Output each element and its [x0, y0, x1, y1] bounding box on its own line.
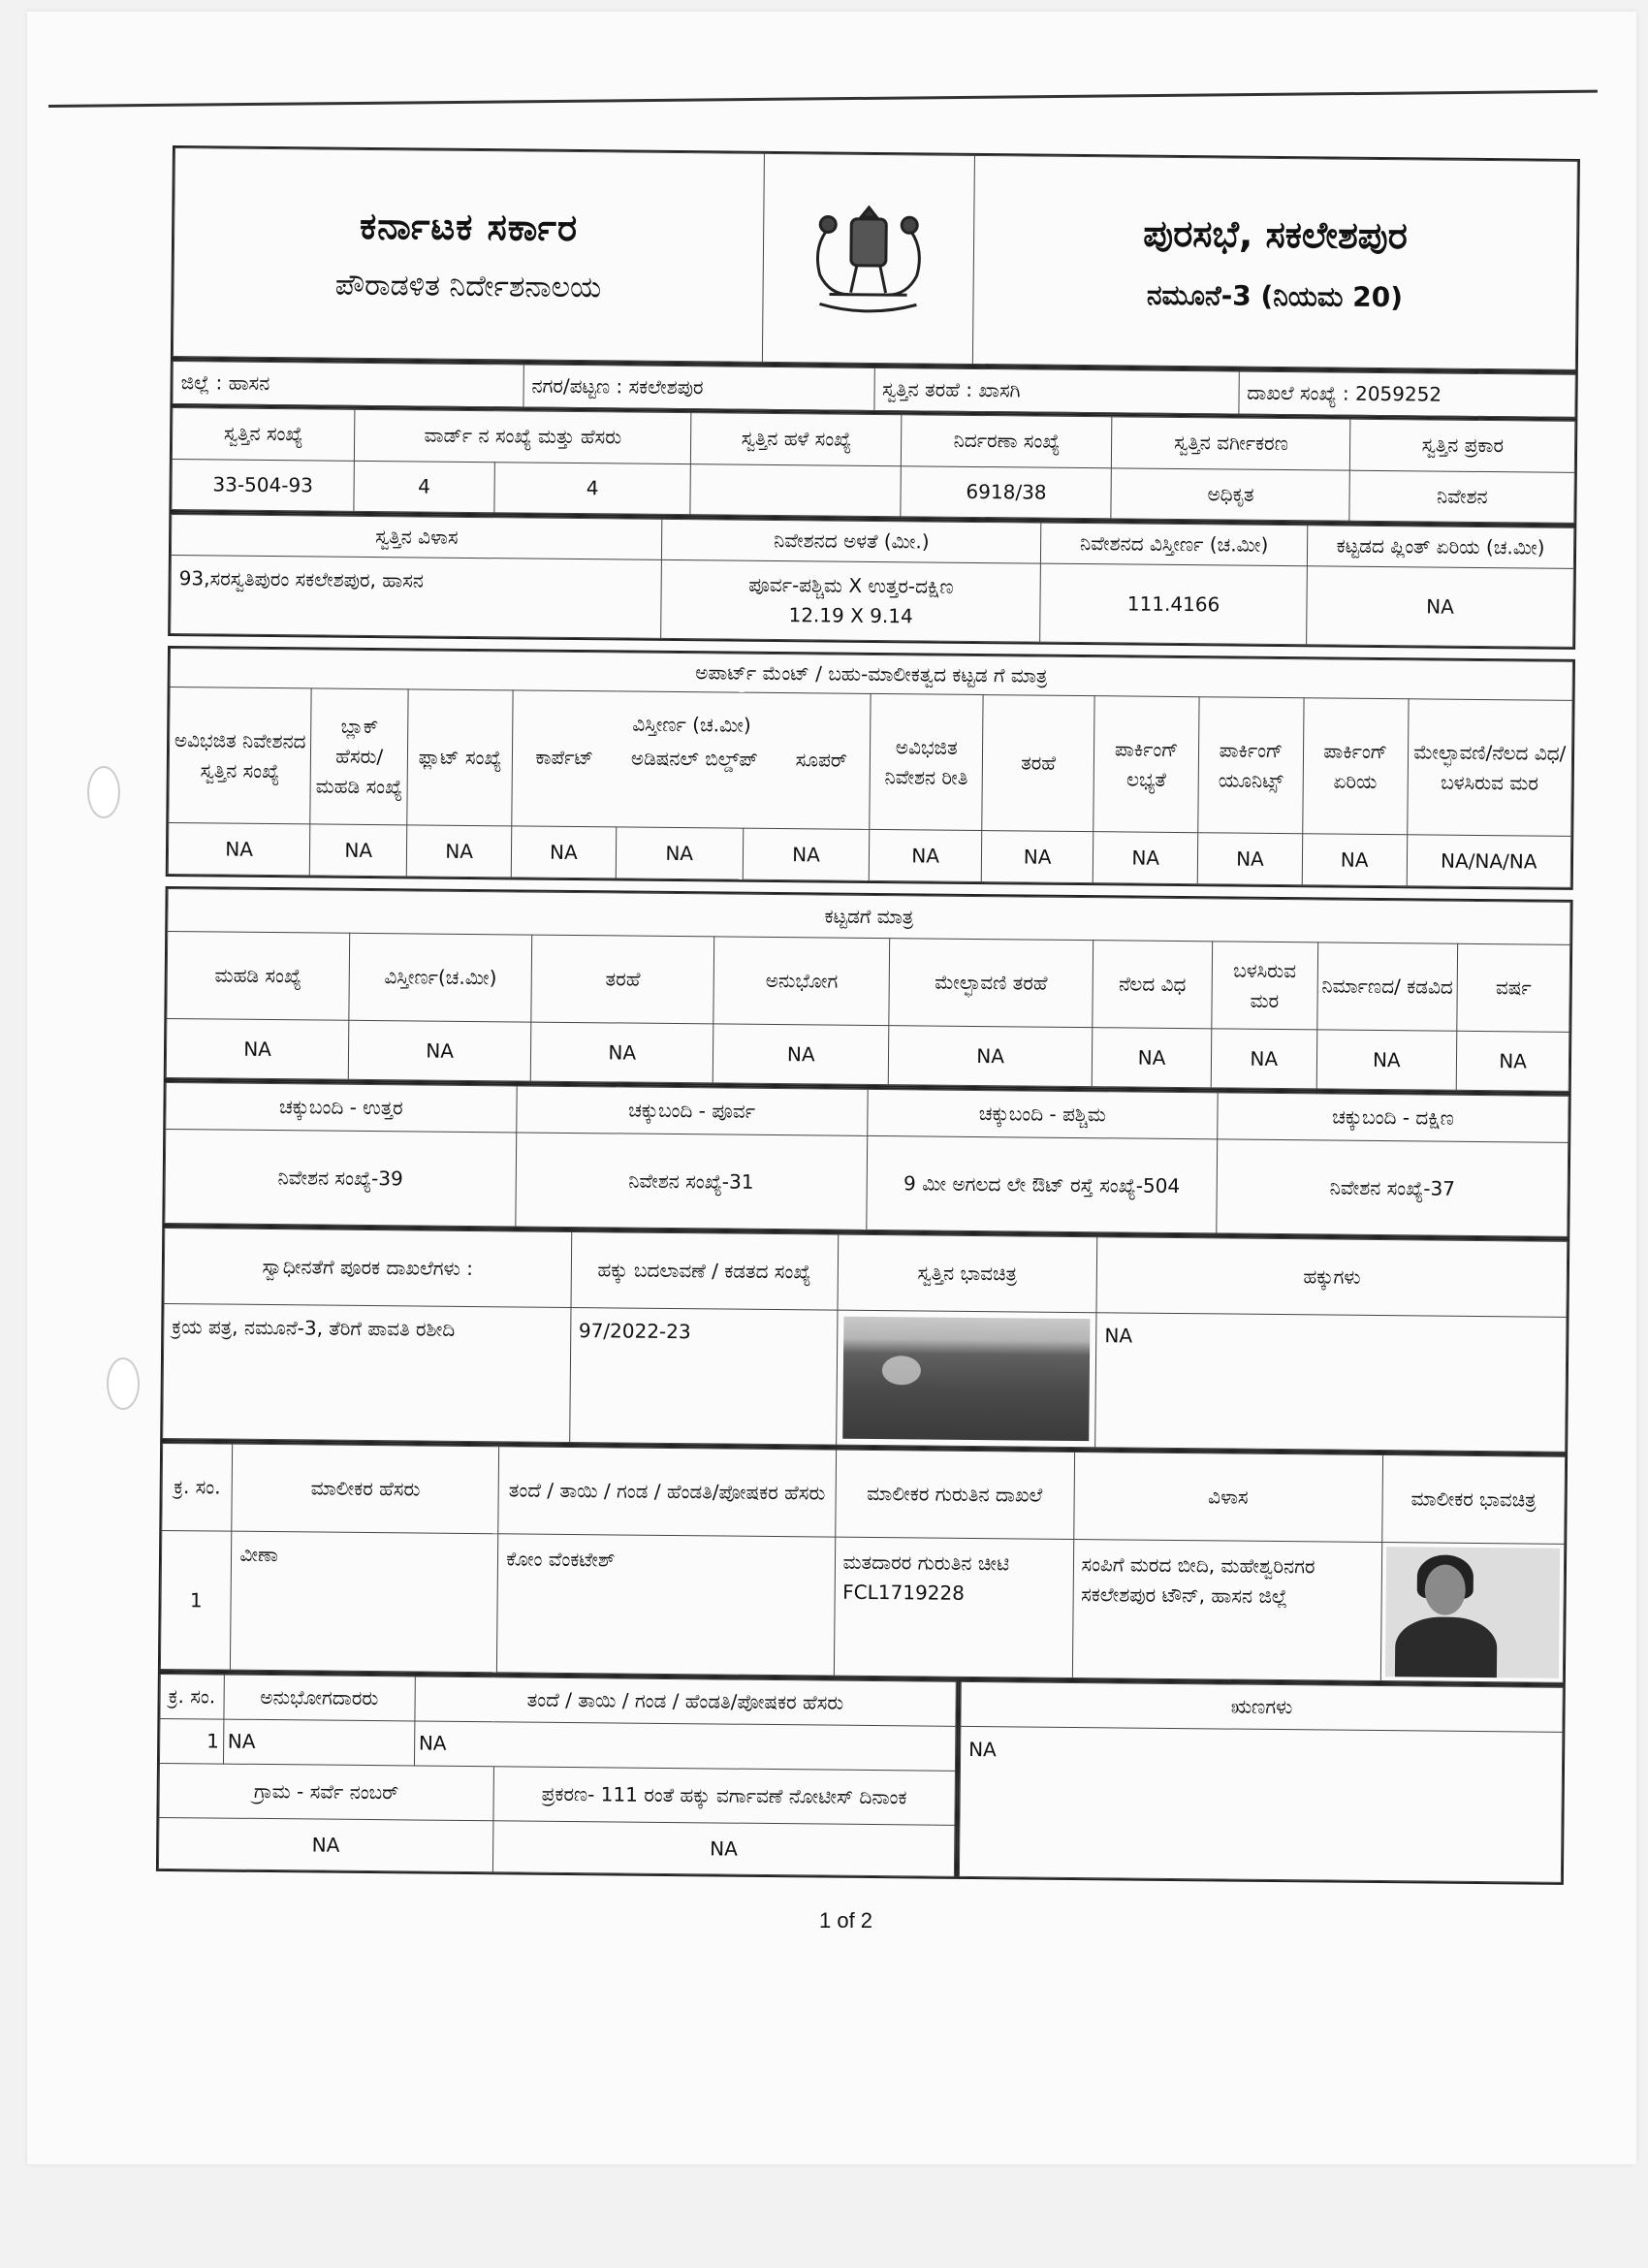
- occupant-sl: 1: [159, 1718, 223, 1764]
- apt-header-block: ಬ್ಲಾಕ್ ಹೆಸರು/ ಮಹಡಿ ಸಂಖ್ಯೆ: [310, 688, 408, 825]
- owner-header-name: ಮಾಲೀಕರ ಹೆಸರು: [232, 1444, 499, 1534]
- liabilities-value: NA: [959, 1726, 1562, 1882]
- boundary-east-header: ಚಕ್ಕುಬಂದಿ - ಪೂರ್ವ: [516, 1086, 867, 1135]
- boundary-north: ನಿವೇಶನ ಸಂಖ್ಯೆ-39: [165, 1129, 517, 1226]
- bldg-header: ಮಹಡಿ ಸಂಖ್ಯೆ: [167, 931, 350, 1020]
- bldg-value: NA: [166, 1018, 349, 1079]
- plinth-area: NA: [1307, 566, 1574, 648]
- area-header: ನಿವೇಶನದ ವಿಸ್ತೀರ್ಣ (ಚ.ಮೀ): [1041, 523, 1308, 566]
- record-number: ದಾಖಲೆ ಸಂಖ್ಯೆ : 2059252: [1239, 371, 1576, 417]
- ward-name: 4: [494, 462, 691, 514]
- rights-value: NA: [1095, 1313, 1567, 1453]
- apartment-title: ಅಪಾರ್ಟ್ ಮೆಂಟ್ / ಬಹು-ಮಾಲೀಕತ್ವದ ಕಟ್ಟಡ ಗೆ ಮಾತ್ರ: [170, 649, 1572, 701]
- apt-value: NA: [616, 827, 743, 879]
- property-photo: [836, 1310, 1096, 1448]
- address-header: ಸ್ವತ್ತಿನ ವಿಳಾಸ: [171, 515, 662, 560]
- owner-photo: [1380, 1543, 1565, 1683]
- district: ಜಿಲ್ಲೆ : ಹಾಸನ: [173, 362, 523, 407]
- apt-area-super: ಸೂಪರ್: [795, 748, 848, 772]
- owner-header-address: ವಿಳಾಸ: [1073, 1452, 1382, 1542]
- building-table: [164, 886, 1573, 1094]
- liabilities-header: ಋಣಗಳು: [961, 1681, 1563, 1732]
- apt-area-additional: ಅಡಿಷನಲ್ ಬಿಲ್ಡ್‌ಪ್: [630, 746, 758, 771]
- bldg-header: ನಿರ್ಮಾಣದ/ ಕಡವಿದ: [1316, 942, 1458, 1031]
- ward-number: 4: [354, 461, 494, 513]
- supporting-docs: ಕ್ರಯ ಪತ್ರ, ನಮೂನೆ-3, ತೆರಿಗೆ ಪಾವತಿ ರಶೀದಿ: [163, 1303, 571, 1442]
- rights-header: ಹಕ್ಕುಗಳು: [1096, 1237, 1567, 1318]
- file-number: 97/2022-23: [569, 1307, 837, 1445]
- apt-value: NA: [1302, 834, 1407, 886]
- dimension-value: 12.19 X 9.14: [788, 603, 913, 628]
- occupant-relation: NA: [414, 1721, 956, 1771]
- owner-relation: ಕೋಂ ವೆಂಕಟೇಶ್: [497, 1534, 836, 1676]
- dimension-label: ಪೂರ್ವ-ಪಶ್ಚಿಮ X ಉತ್ತರ-ದಕ್ಷಿಣ: [748, 572, 954, 598]
- apt-area-label: ವಿಸ್ತೀರ್ಣ (ಚ.ಮೀ): [632, 712, 751, 737]
- property-address: 93,ಸರಸ್ವತಿಪುರಂ ಸಕಲೇಶಪುರ, ಹಾಸನ: [171, 556, 662, 639]
- dimension-cell: [661, 559, 1040, 642]
- bldg-value: NA: [1316, 1030, 1457, 1090]
- municipality-title: ಪುರಸಭೆ, ಸಕಲೇಶಪುರ: [1143, 212, 1409, 258]
- apt-header-parking-area: ಪಾರ್ಕಿಂಗ್ ಏರಿಯ: [1303, 698, 1409, 835]
- bldg-header: ಬಳಸಿರುವ ಮರ: [1212, 942, 1317, 1030]
- occupant-header-relation: ತಂದೆ / ತಾಯಿ / ಗಂಡ / ಹೆಂಡತಿ/ಪೋಷಕರ ಹೆಸರು: [415, 1677, 957, 1726]
- classification: ಅಧಿಕೃತ: [1111, 467, 1349, 521]
- owners-table: [158, 1441, 1568, 1685]
- header-right: [972, 155, 1577, 369]
- apt-value: NA/NA/NA: [1407, 835, 1571, 888]
- owner-name: ವೀಣಾ: [231, 1531, 498, 1673]
- boundary-west-header: ಚಕ್ಕುಬಂದಿ - ಪಶ್ಚಿಮ: [867, 1089, 1218, 1138]
- ward-header: ವಾರ್ಡ್ ನ ಸಂಖ್ಯೆ ಮತ್ತು ಹೆಸರು: [355, 409, 692, 463]
- photo-header: ಸ್ವತ್ತಿನ ಭಾವಚಿತ್ರ: [838, 1234, 1097, 1313]
- apt-area-carpet: ಕಾರ್ಪೆಟ್: [535, 745, 594, 770]
- docs-header: ಸ್ವಾಧೀನತೆಗೆ ಪೂರಕ ದಾಖಲೆಗಳು :: [164, 1228, 571, 1307]
- boundary-west: 9 ಮೀ ಅಗಲದ ಲೇ ಔಟ್ ರಸ್ತೆ ಸಂಖ್ಯೆ-504: [866, 1135, 1218, 1232]
- property-number-header: ಸ್ವತ್ತಿನ ಸಂಖ್ಯೆ: [172, 408, 355, 461]
- site-area: 111.4166: [1040, 563, 1308, 645]
- apt-value: NA: [743, 828, 870, 880]
- apt-header-parking-availability: ಪಾರ್ಕಿಂಗ್ ಲಭ್ಯತೆ: [1093, 696, 1199, 833]
- assessment-header: ನಿರ್ದರಣಾ ಸಂಖ್ಯೆ: [902, 415, 1113, 468]
- apt-header-roof: ಮೇಲ್ಛಾವಣಿ/ನೆಲದ ವಿಧ/ಬಳಸಿರುವ ಮರ: [1407, 699, 1572, 837]
- category: ನಿವೇಶನ: [1349, 470, 1574, 524]
- classification-header: ಸ್ವತ್ತಿನ ವರ್ಗೀಕರಣ: [1112, 417, 1350, 470]
- form-header: [171, 145, 1580, 372]
- bldg-value: NA: [348, 1020, 531, 1081]
- occupant-name: NA: [223, 1719, 414, 1766]
- file-header: ಹಕ್ಕು ಬದಲಾವಣೆ / ಕಡತದ ಸಂಖ್ಯೆ: [571, 1232, 839, 1311]
- bldg-header: ನೆಲದ ವಿಧ: [1093, 941, 1213, 1029]
- owner-row: [160, 1530, 1564, 1682]
- page-number: 1 of 2: [819, 1908, 873, 1933]
- property-photo-image: [842, 1317, 1091, 1441]
- bldg-value: NA: [530, 1022, 713, 1083]
- apt-header-flat: ಫ್ಲಾಟ್ ಸಂಖ್ಯೆ: [407, 689, 513, 826]
- owner-address: ಸಂಪಿಗೆ ಮರದ ಬೀದಿ, ಮಹೇಶ್ವರಿನಗರ ಸಕಲೇಶಪುರ ಟೌನ್, ಹಾಸನ ಜಿಲ್ಲೆ: [1072, 1539, 1382, 1680]
- occupant-header-sl: ಕ್ರ. ಸಂ.: [160, 1674, 224, 1719]
- owner-id: ಮತದಾರರ ಗುರುತಿನ ಚೀಟಿ FCL1719228: [834, 1537, 1073, 1677]
- bldg-header: ಅನುಭೋಗ: [713, 937, 890, 1026]
- occupants-table: [156, 1672, 959, 1879]
- bldg-header: ತರಹೆ: [531, 935, 714, 1024]
- bldg-value: NA: [1456, 1031, 1569, 1091]
- apt-value: NA: [310, 824, 408, 877]
- plinth-header: ಕಟ್ಟಡದ ಪ್ಲಿಂತ್ ಏರಿಯ (ಚ.ಮೀ): [1307, 526, 1573, 569]
- apt-header-undivided: ಅವಿಭಜಿತ ನಿವೇಶನದ ಸ್ವತ್ತಿನ ಸಂಖ್ಯೆ: [169, 687, 312, 823]
- liabilities-table: [957, 1679, 1566, 1885]
- property-number-table: [169, 405, 1577, 526]
- apt-header-parking-units: ಪಾರ್ಕಿಂಗ್ ಯೂನಿಟ್ಸ್: [1198, 697, 1304, 834]
- header-emblem: [762, 153, 974, 364]
- notice-value: NA: [492, 1821, 955, 1877]
- form-number: ನಮೂನೆ-3 (ನಿಯಮ 20): [1146, 278, 1404, 313]
- owner-photo-image: [1385, 1547, 1560, 1678]
- occupant-header-name: ಅನುಭೋಗದಾರರು: [224, 1675, 415, 1721]
- building-title: ಕಟ್ಟಡಗೆ ಮಾತ್ರ: [168, 888, 1570, 944]
- directorate-title: ಪೌರಾಡಳಿತ ನಿರ್ದೇಶನಾಲಯ: [334, 269, 602, 305]
- owner-header-id: ಮಾಲೀಕರ ಗುರುತಿನ ದಾಖಲೆ: [835, 1450, 1074, 1539]
- apt-value: NA: [1197, 833, 1302, 885]
- punch-hole: [87, 766, 120, 818]
- category-header: ಸ್ವತ್ತಿನ ಪ್ರಕಾರ: [1350, 419, 1575, 472]
- apt-value: NA: [981, 831, 1093, 883]
- survey-value: NA: [158, 1817, 492, 1871]
- bldg-value: NA: [1092, 1028, 1212, 1088]
- documents-table: [160, 1226, 1569, 1454]
- boundary-east: ನಿವೇಶನ ಸಂಖ್ಯೆ-31: [516, 1133, 868, 1230]
- old-number: [690, 463, 902, 517]
- bldg-header: ಮೇಲ್ಛಾವಣಿ ತರಹೆ: [889, 939, 1093, 1028]
- town: ನಗರ/ಪಟ್ಟಣ : ಸಕಲೇಶಪುರ: [523, 365, 874, 410]
- apt-value: NA: [511, 826, 616, 878]
- government-title: ಕರ್ನಾಟಕ ಸರ್ಕಾರ: [359, 204, 579, 250]
- owner-sl: 1: [160, 1530, 232, 1670]
- address-table: [168, 512, 1576, 650]
- boundaries-table: [162, 1080, 1570, 1239]
- notice-header: ಪ್ರಕರಣ- 111 ರಂತೆ ಹಕ್ಕು ವರ್ಗಾವಣೆ ನೋಟೀಸ್ ದಿನಾಂಕ: [493, 1767, 956, 1826]
- karnataka-emblem-icon: [790, 187, 946, 325]
- bldg-value: NA: [888, 1026, 1092, 1087]
- survey-header: ಗ್ರಾಮ - ಸರ್ವೆ ನಂಬರ್: [159, 1763, 493, 1820]
- bldg-value: NA: [1211, 1029, 1316, 1089]
- apt-value: NA: [870, 829, 982, 881]
- apt-header-method: ಅವಿಭಜಿತ ನಿವೇಶನ ರೀತಿ: [870, 693, 983, 830]
- property-type: ಸ್ವತ್ತಿನ ತರಹೆ : ಖಾಸಗಿ: [873, 367, 1239, 414]
- assessment-number: 6918/38: [901, 465, 1112, 519]
- punch-hole: [107, 1358, 140, 1410]
- apt-value: NA: [1093, 832, 1198, 884]
- owner-header-photo: ಮಾಲೀಕರ ಭಾವಚಿತ್ರ: [1382, 1455, 1566, 1545]
- bldg-value: NA: [713, 1024, 889, 1085]
- apt-value: NA: [168, 822, 310, 875]
- owner-header-sl: ಕ್ರ. ಸಂ.: [162, 1443, 233, 1531]
- boundary-south: ನಿವೇಶನ ಸಂಖ್ಯೆ-37: [1217, 1139, 1569, 1236]
- old-number-header: ಸ್ವತ್ತಿನ ಹಳೆ ಸಂಖ್ಯೆ: [691, 413, 903, 466]
- apt-header-type: ತರಹೆ: [982, 695, 1095, 832]
- bldg-header: ವರ್ಷ: [1457, 943, 1570, 1032]
- apt-value: NA: [407, 825, 512, 878]
- apartment-table: [166, 646, 1575, 890]
- property-form: [156, 145, 1580, 1866]
- property-number: 33-504-93: [172, 459, 355, 511]
- boundary-north-header: ಚಕ್ಕುಬಂದಿ - ಉತ್ತರ: [166, 1082, 517, 1132]
- bldg-header: ವಿಸ್ತೀರ್ಣ(ಚ.ಮೀ): [349, 933, 532, 1022]
- owner-header-relation: ತಂದೆ / ತಾಯಿ / ಗಂಡ / ಹೆಂಡತಿ/ಪೋಷಕರ ಹೆಸರು: [498, 1447, 836, 1537]
- dimension-header: ನಿವೇಶನದ ಅಳತೆ (ಮೀ.): [662, 519, 1041, 563]
- apt-header-area: [512, 690, 872, 830]
- boundary-south-header: ಚಕ್ಕುಬಂದಿ - ದಕ್ಷಿಣ: [1218, 1093, 1569, 1142]
- header-left: [173, 148, 764, 363]
